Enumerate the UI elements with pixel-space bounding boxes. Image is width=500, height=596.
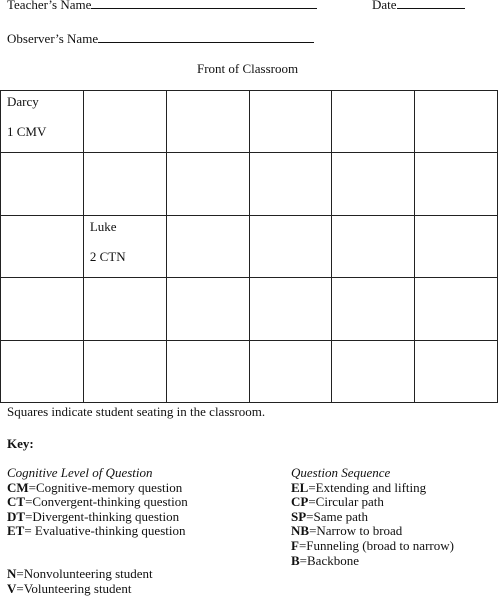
seat-cell [332, 278, 415, 340]
question-sequence-item [291, 554, 454, 569]
question-sequence-item [291, 481, 454, 496]
cognitive-level-heading: Cognitive Level of Question [7, 465, 153, 480]
seat-cell [84, 216, 167, 278]
participation-item [7, 567, 153, 582]
key-abbreviation: SP [291, 508, 307, 524]
question-sequence-item [291, 495, 454, 510]
question-sequence-list [291, 481, 454, 569]
key-definition: =Convergent-thinking question [25, 494, 188, 510]
seat-cell [250, 278, 333, 340]
seat-cell [332, 216, 415, 278]
key-abbreviation: CP [291, 494, 309, 510]
key-definition: =Circular path [308, 494, 384, 510]
key-abbreviation: B [291, 552, 300, 568]
cognitive-level-item [7, 510, 188, 525]
key-abbreviation: EL [291, 479, 309, 495]
seat-cell [84, 341, 167, 403]
seat-cell [167, 91, 250, 153]
key-definition: =Funneling (broad to narrow) [298, 537, 454, 553]
seat-cell [1, 153, 84, 215]
date-field[interactable] [372, 0, 465, 13]
student-code: 1 CMV [7, 124, 47, 139]
key-abbreviation: DT [7, 508, 26, 524]
seat-cell [250, 91, 333, 153]
date-label: Date [372, 0, 397, 12]
key-definition: =Divergent-thinking question [25, 508, 180, 524]
key-abbreviation: V [7, 580, 17, 596]
seat-cell [84, 278, 167, 340]
key-definition: =Extending and lifting [308, 479, 427, 495]
key-definition: = Evaluative-thinking question [24, 523, 186, 539]
key-title: Key: [7, 436, 34, 451]
cognitive-level-item [7, 481, 188, 496]
seat-cell [167, 153, 250, 215]
key-abbreviation: N [7, 566, 17, 581]
key-abbreviation: NB [291, 523, 310, 539]
question-sequence-item [291, 539, 454, 554]
seat-cell [250, 153, 333, 215]
teacher-name-label: Teacher’s Name [7, 0, 92, 12]
observer-name-line [98, 31, 314, 43]
seat-cell [167, 278, 250, 340]
seat-cell [415, 216, 498, 278]
cognitive-level-item [7, 495, 188, 510]
seat-cell [1, 341, 84, 403]
key-abbreviation: ET [7, 523, 25, 539]
question-sequence-item [291, 524, 454, 539]
seat-cell [332, 153, 415, 215]
cognitive-level-key [7, 466, 188, 539]
seat-cell [1, 91, 84, 153]
front-of-classroom-label: Front of Classroom [197, 61, 299, 76]
key-abbreviation: CM [7, 479, 29, 495]
student-name: Luke [89, 218, 117, 234]
seat-cell [84, 153, 167, 215]
key-abbreviation: CT [7, 494, 26, 510]
question-sequence-key [291, 466, 454, 568]
seating-note: Squares indicate student seating in the classroom. [7, 404, 266, 419]
participation-key [7, 567, 153, 596]
participation-list [7, 567, 153, 596]
key-definition: =Volunteering student [16, 580, 132, 596]
seat-cell [250, 341, 333, 403]
seat-cell [415, 153, 498, 215]
teacher-name-line [91, 0, 317, 9]
student-name: Darcy [7, 94, 39, 109]
seat-cell [84, 91, 167, 153]
student-code: 2 CTN [89, 248, 126, 264]
teacher-name-field[interactable] [7, 0, 317, 13]
key-definition: =Same path [306, 508, 369, 524]
observer-name-label: Observer’s Name [7, 31, 99, 46]
question-sequence-heading: Question Sequence [291, 465, 391, 480]
key-definition: =Backbone [299, 552, 359, 568]
cognitive-level-list [7, 481, 188, 539]
seat-cell [167, 341, 250, 403]
seat-cell [1, 278, 84, 340]
seat-cell [415, 278, 498, 340]
seat-cell [415, 91, 498, 153]
seat-cell [332, 91, 415, 153]
key-definition: =Narrow to broad [309, 523, 403, 539]
observer-name-field[interactable] [7, 31, 314, 47]
seat-cell [332, 341, 415, 403]
seat-cell [167, 216, 250, 278]
cognitive-level-item [7, 524, 188, 539]
seating-grid [0, 90, 498, 403]
key-definition: =Cognitive-memory question [28, 479, 183, 495]
question-sequence-item [291, 510, 454, 525]
seat-cell [250, 216, 333, 278]
seat-cell [1, 216, 84, 278]
seat-cell [415, 341, 498, 403]
participation-item [7, 582, 153, 596]
key-definition: =Nonvolunteering student [16, 566, 153, 581]
date-line [397, 0, 465, 9]
key-abbreviation: F [291, 537, 299, 553]
